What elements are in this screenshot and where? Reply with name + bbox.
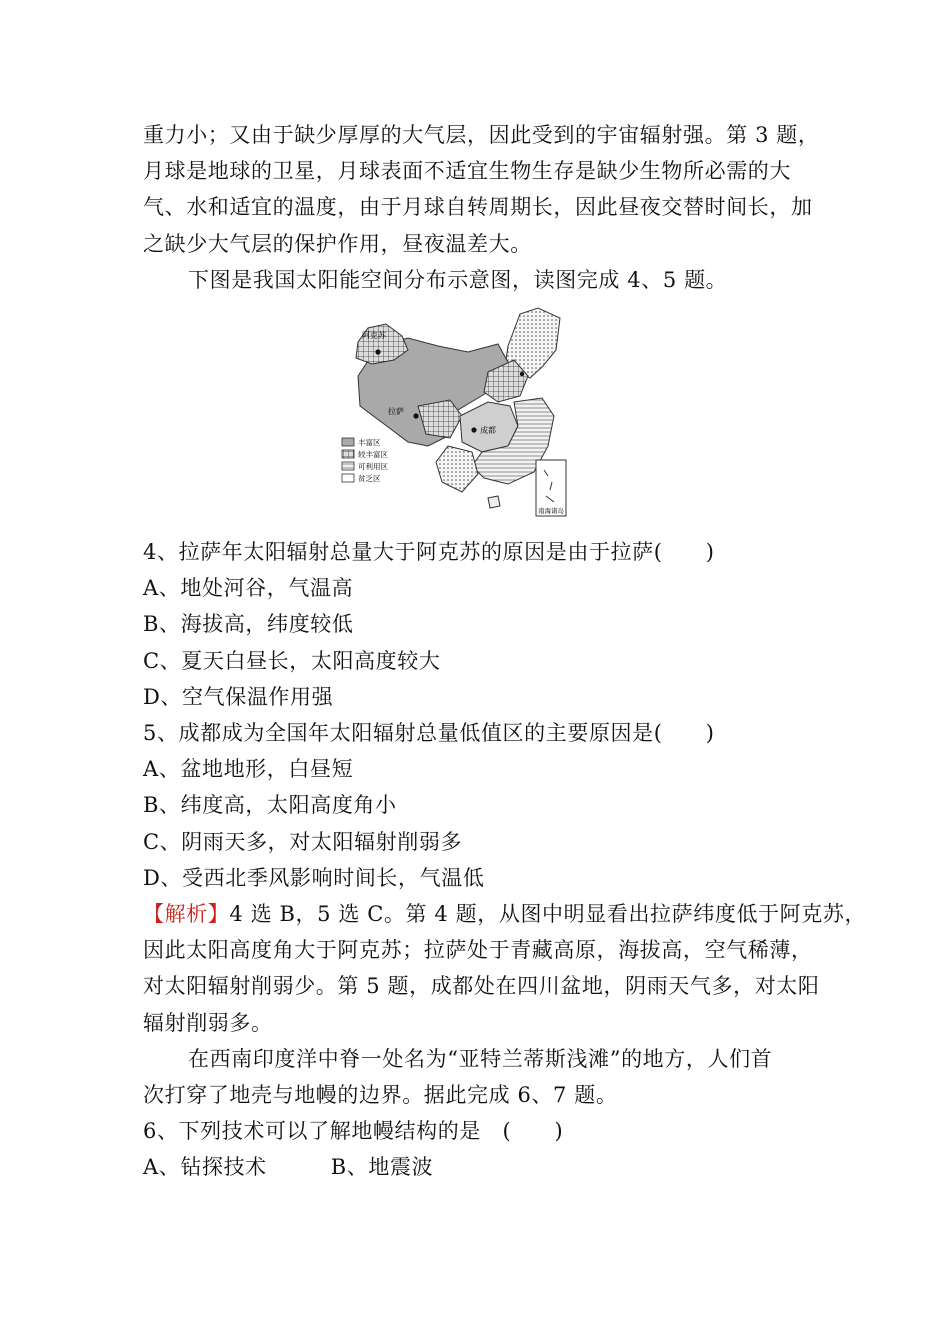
- q6-stem: 6、下列技术可以了解地幔结构的是 ( ): [143, 1119, 564, 1144]
- q5-option-b: B、纬度高，太阳高度角小: [143, 793, 397, 818]
- lead-q4-5: 下图是我国太阳能空间分布示意图，读图完成 4、5 题。: [188, 267, 728, 292]
- beijing-dot: [520, 372, 524, 376]
- q4-option-b: B、海拔高，纬度较低: [143, 612, 354, 637]
- region-yunnan: [436, 446, 478, 492]
- passage67-line-1: 在西南印度洋中脊一处名为“亚特兰蒂斯浅滩”的地方，人们首: [188, 1046, 773, 1071]
- china-solar-map: [338, 306, 568, 520]
- q5-option-d: D、受西北季风影响时间长，气温低: [143, 865, 485, 890]
- passage67-line-2: 次打穿了地壳与地幔的边界。据此完成 6、7 题。: [143, 1083, 618, 1108]
- legend-swatch-poor: [342, 474, 354, 482]
- legend-swatch-usable: [342, 462, 354, 470]
- legend-label-poor: 贫乏区: [358, 474, 381, 484]
- intro-line-2: 月球是地球的卫星，月球表面不适宜生物生存是缺少生物所必需的大: [143, 159, 791, 184]
- legend-label-rich: 丰富区: [358, 438, 381, 448]
- akesu-label: 阿克苏: [362, 331, 386, 341]
- intro-line-3: 气、水和适宜的温度，由于月球自转周期长，因此昼夜交替时间长，加: [143, 195, 813, 220]
- legend-swatch-rich: [342, 438, 354, 446]
- q6-options-row: [143, 1149, 813, 1185]
- q6-option-a: A、钻探技术: [143, 1155, 267, 1180]
- lasa-dot: [413, 413, 418, 418]
- q5-stem: 5、成都成为全国年太阳辐射总量低值区的主要原因是( ): [143, 721, 715, 746]
- q5-option-c: C、阴雨天多，对太阳辐射削弱多: [143, 829, 463, 854]
- legend-swatch-fairly-rich: [342, 450, 354, 458]
- document-page: [143, 117, 867, 1186]
- intro-line-1: 重力小；又由于缺少厚厚的大气层，因此受到的宇宙辐射强。第 3 题，: [143, 123, 820, 147]
- intro-line-4: 之缺少大气层的保护作用，昼夜温差大。: [143, 231, 532, 256]
- q4-stem: 4、拉萨年太阳辐射总量大于阿克苏的原因是由于拉萨( ): [143, 540, 715, 565]
- analysis-text-1: 4 选 B，5 选 C。第 4 题，从图中明显看出拉萨纬度低于阿克苏，: [229, 902, 867, 927]
- analysis-line-3: 对太阳辐射削弱少。第 5 题，成都处在四川盆地，阴雨天气多，对太阳: [143, 974, 820, 999]
- analysis-line-1: [143, 896, 867, 932]
- legend-label-fairly-rich: 较丰富区: [358, 450, 388, 460]
- q5-option-a: A、盆地地形，白昼短: [143, 757, 354, 782]
- q4-option-d: D、空气保温作用强: [143, 684, 334, 709]
- analysis-tag: 【解析】: [143, 902, 230, 927]
- q4-option-c: C、夏天白昼长，太阳高度较大: [143, 648, 441, 673]
- akesu-dot: [375, 349, 380, 354]
- chengdu-label: 成都: [480, 426, 496, 436]
- map-legend: [342, 437, 388, 483]
- lasa-label: 拉萨: [388, 407, 404, 417]
- legend-label-usable: 可利用区: [358, 462, 388, 472]
- analysis-line-2: 因此太阳高度角大于阿克苏；拉萨处于青藏高原，海拔高，空气稀薄，: [143, 938, 813, 963]
- solar-map-figure: [143, 306, 813, 524]
- q4-option-a: A、地处河谷，气温高: [143, 576, 354, 601]
- region-hainan: [488, 496, 500, 508]
- chengdu-dot: [471, 427, 476, 432]
- analysis-line-4: 辐射削弱多。: [143, 1010, 273, 1035]
- inset-label: 南海诸岛: [538, 507, 564, 516]
- q6-option-b: B、地震波: [330, 1155, 434, 1180]
